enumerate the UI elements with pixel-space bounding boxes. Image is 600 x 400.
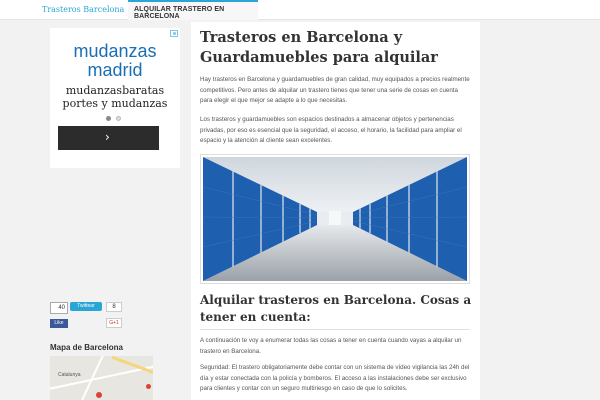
tweet-button[interactable]: Twittear bbox=[70, 302, 102, 311]
facebook-like-button[interactable]: Like bbox=[50, 319, 68, 328]
ad-next-button[interactable] bbox=[58, 126, 159, 150]
section-intro-paragraph: A continuación te voy a enumerar todas las cosas a tener en cuenta cuando vayas a alquilar un trastero en Barcelona. bbox=[200, 337, 462, 355]
advertisement-banner[interactable] bbox=[50, 28, 180, 168]
carousel-dot-active[interactable] bbox=[106, 116, 111, 121]
site-title-link[interactable]: Trasteros Barcelona bbox=[42, 5, 125, 14]
social-share-buttons bbox=[50, 302, 160, 332]
carousel-dot[interactable] bbox=[116, 116, 121, 121]
top-navigation-bar bbox=[0, 0, 600, 20]
security-paragraph: Seguridad: El trastero obligatoriamente debe contar con un sistema de vídeo vigilancia las 24h del día y estar conectada con la policía y bomberos. El acceso a las instalaciones debe ser exclusivo para clientes y contar con un seguro multiriesgo en caso de que lo solicites. bbox=[200, 364, 470, 392]
ad-choices-icon[interactable] bbox=[170, 30, 178, 37]
like-count-button[interactable]: 40 bbox=[50, 302, 68, 314]
map-pin-icon[interactable] bbox=[146, 384, 151, 389]
nav-item-alquilar-trastero[interactable] bbox=[128, 0, 258, 20]
storage-corridor-photo bbox=[200, 154, 470, 284]
ad-subtitle: mudanzasbaratas portes y mudanzas bbox=[62, 84, 168, 110]
map-place-label: Catalunya bbox=[58, 372, 81, 378]
page-title: Trasteros en Barcelona y Guardamuebles para alquilar bbox=[200, 29, 438, 66]
ad-carousel-dots bbox=[106, 116, 126, 122]
map-pin-icon[interactable] bbox=[96, 392, 102, 398]
chevron-right-icon: › bbox=[105, 130, 110, 144]
tweet-count: 8 bbox=[106, 302, 122, 312]
description-paragraph: Los trasteros y guardamuebles son espacios destinados a almacenar objetos y pertenencias privadas, por eso es esencial que la seguridad, el acceso, el horario, la facilidad para ampliar el espacio y la atención al cliente sean excelentes. bbox=[200, 116, 462, 144]
nav-item-label: ALQUILAR TRASTERO EN BARCELONA bbox=[134, 6, 225, 20]
map-heading: Mapa de Barcelona bbox=[50, 343, 123, 352]
ad-title: mudanzas madrid bbox=[73, 41, 157, 80]
google-plus-button[interactable]: G+1 bbox=[106, 318, 122, 328]
map-widget[interactable] bbox=[50, 356, 153, 400]
intro-paragraph: Hay trasteros en Barcelona y guardamuebles de gran calidad, muy equipados a precios realmente competitivos. Pero antes de alquilar un trastero tienes que tener una serie de cosas en cuenta para elegir el que mejor se adapte a lo que necesitas. bbox=[200, 76, 470, 104]
section-divider bbox=[200, 329, 470, 330]
storage-corridor-image bbox=[203, 157, 467, 281]
section-heading: Alquilar trasteros en Barcelona. Cosas a tener en cuenta: bbox=[200, 293, 472, 324]
main-content bbox=[191, 22, 480, 400]
map-highway bbox=[111, 356, 153, 379]
